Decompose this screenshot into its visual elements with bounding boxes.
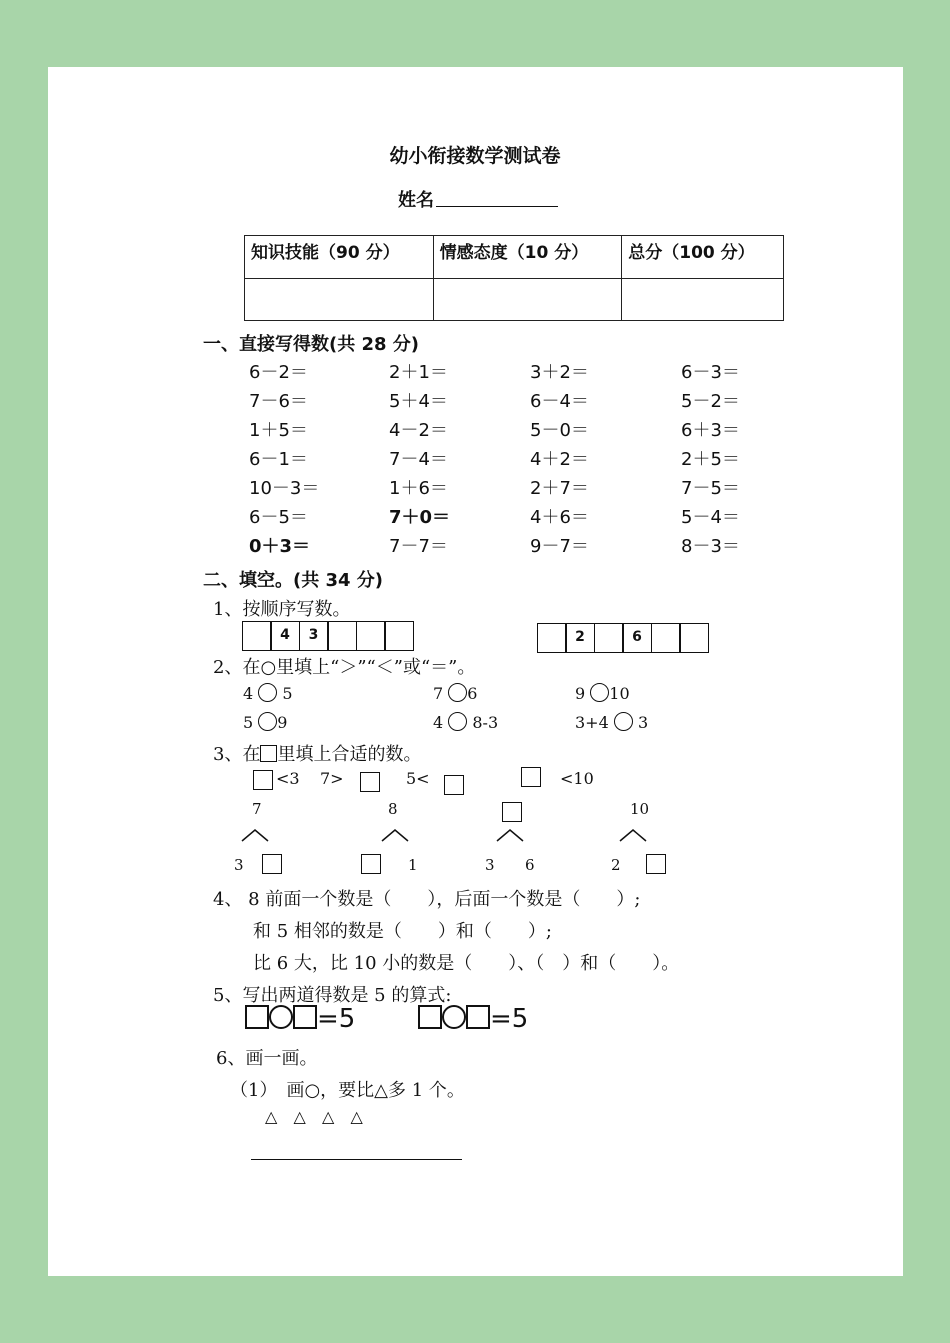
answer-box[interactable] [646,854,666,874]
compare-right: 5 [282,684,293,703]
answer-box[interactable] [466,1005,490,1029]
equation-item: 1＋6＝ [389,478,448,499]
answer-box[interactable] [444,775,464,795]
answer-box[interactable] [293,1005,317,1029]
section2-heading: 二、填空。(共 34 分) [203,570,384,591]
equation-item: 7－4＝ [389,449,448,470]
seq-cell[interactable] [384,621,414,651]
ineq-text: <3 [276,769,300,788]
equation-item: 7－7＝ [389,536,448,557]
q6-sub: （1） 画○，要比△多 1 个。 [230,1080,465,1101]
expression-2 [418,1004,528,1034]
answer-box[interactable] [521,767,541,787]
equation-item: 7－6＝ [249,391,308,412]
equation-item: 5－4＝ [681,507,740,528]
seq-cell[interactable]: 4 [270,621,300,651]
tree-left: 3 [234,856,244,874]
equation-item: 6－1＝ [249,449,308,470]
sequence-boxes-2 [538,623,709,653]
q2-label: 2、在○里填上“＞”“＜”或“＝”。 [213,657,476,678]
compare-left: 3+4 [575,713,609,732]
answer-box[interactable] [418,1005,442,1029]
branch-icon [496,828,524,842]
expression-result: =5 [317,1004,356,1034]
equation-item: 6－5＝ [249,507,308,528]
compare-right: 6 [467,684,478,703]
equation-item: 4－2＝ [389,420,448,441]
compare-right: 8-3 [472,713,499,732]
answer-box[interactable] [253,770,273,790]
score-header-skills: 知识技能（90 分） [245,236,434,279]
ineq-text: 7> [320,769,344,788]
equation-item: 6－4＝ [530,391,589,412]
seq-cell[interactable] [242,621,272,651]
compare-right: 10 [609,684,630,703]
seq-cell[interactable]: 2 [565,623,595,653]
name-blank-line[interactable] [436,206,558,207]
seq-cell[interactable] [651,623,681,653]
equation-item: 6－3＝ [681,362,740,383]
compare-circle[interactable] [258,712,277,731]
answer-box[interactable] [262,854,282,874]
branch-icon [619,828,647,842]
seq-cell[interactable] [327,621,357,651]
equation-item: 2＋7＝ [530,478,589,499]
compare-circle[interactable] [448,712,467,731]
tree-left: 3 [485,856,495,874]
q3-label [213,740,421,766]
q4-line2: 和 5 相邻的数是（ ）和（ ）; [253,921,552,942]
score-cell-attitude[interactable] [433,279,622,321]
equation-item: 4＋6＝ [530,507,589,528]
compare-circle[interactable] [614,712,633,731]
square-icon [260,745,277,762]
compare-circle[interactable] [448,683,467,702]
equation-item: 5－2＝ [681,391,740,412]
ineq-text: <10 [560,769,594,788]
triangle-icon: △ [265,1107,280,1126]
seq-cell[interactable] [679,623,709,653]
equation-item: 5－0＝ [530,420,589,441]
operator-circle[interactable] [442,1005,466,1029]
q4-line3: 比 6 大，比 10 小的数是（ ）、（ ）和（ ）。 [253,953,680,974]
equation-item: 6－2＝ [249,362,308,383]
equation-item: 2＋5＝ [681,449,740,470]
q3-label-post: 里填上合适的数。 [277,744,422,765]
compare-left: 7 [433,684,444,703]
score-header-attitude: 情感态度（10 分） [433,236,622,279]
compare-item [433,712,498,732]
branch-icon [241,828,269,842]
equation-item: 4＋2＝ [530,449,589,470]
section1-heading: 一、直接写得数(共 28 分) [203,334,420,355]
tree-top: 7 [252,800,262,818]
equation-item: 3＋2＝ [530,362,589,383]
compare-item [433,683,477,703]
score-cell-skills[interactable] [245,279,434,321]
q4-line1: 4、 8 前面一个数是（ ），后面一个数是（ ）; [213,889,641,910]
equation-item: 6＋3＝ [681,420,740,441]
equation-item: 8－3＝ [681,536,740,557]
tree-top: 8 [388,800,398,818]
equation-item: 9－7＝ [530,536,589,557]
q1-label: 1、按顺序写数。 [213,599,351,620]
page-title: 幼小衔接数学测试卷 [389,145,561,167]
compare-right: 9 [277,713,288,732]
expression-result: =5 [490,1004,529,1034]
triangle-row [265,1107,365,1126]
equation-item: 0＋3＝ [249,536,311,557]
expression-1 [245,1004,355,1034]
ineq-text: 5< [406,769,430,788]
triangle-icon: △ [293,1107,308,1126]
operator-circle[interactable] [269,1005,293,1029]
equation-item: 2＋1＝ [389,362,448,383]
score-cell-total[interactable] [622,279,784,321]
q5-label: 5、写出两道得数是 5 的算式: [213,985,452,1006]
branch-icon [381,828,409,842]
answer-box[interactable] [502,802,522,822]
compare-left: 5 [243,713,254,732]
tree-left: 2 [611,856,621,874]
tree-right: 6 [525,856,535,874]
equation-item: 7－5＝ [681,478,740,499]
answer-box[interactable] [245,1005,269,1029]
seq-cell[interactable] [356,621,386,651]
compare-item [243,712,287,732]
seq-cell[interactable]: 3 [299,621,329,651]
compare-circle[interactable] [258,683,277,702]
compare-item [575,712,648,732]
equation-item: 7＋0＝ [389,507,451,528]
seq-cell[interactable] [537,623,567,653]
score-header-total: 总分（100 分） [622,236,784,279]
compare-left: 9 [575,684,586,703]
compare-right: 3 [637,713,649,732]
sequence-boxes-1 [243,621,414,651]
tree-top: 10 [630,800,650,818]
compare-left: 4 [243,684,254,703]
answer-box[interactable] [360,772,380,792]
q6-label: 6、画一画。 [216,1048,318,1069]
name-label: 姓名 [398,190,434,211]
triangle-icon: △ [321,1107,337,1126]
compare-item [575,683,630,703]
equation-item: 10－3＝ [249,478,320,499]
compare-circle[interactable] [590,683,609,702]
compare-item [243,683,293,703]
triangle-icon: △ [350,1107,365,1126]
equation-item: 5＋4＝ [389,391,448,412]
q3-label-pre: 3、在 [213,744,261,765]
answer-box[interactable] [361,854,381,874]
score-table [244,235,784,321]
seq-cell[interactable]: 6 [622,623,652,653]
drawing-answer-line[interactable] [251,1159,462,1160]
seq-cell[interactable] [594,623,624,653]
compare-left: 4 [433,713,444,732]
equation-item: 1＋5＝ [249,420,308,441]
tree-right: 1 [408,856,418,874]
